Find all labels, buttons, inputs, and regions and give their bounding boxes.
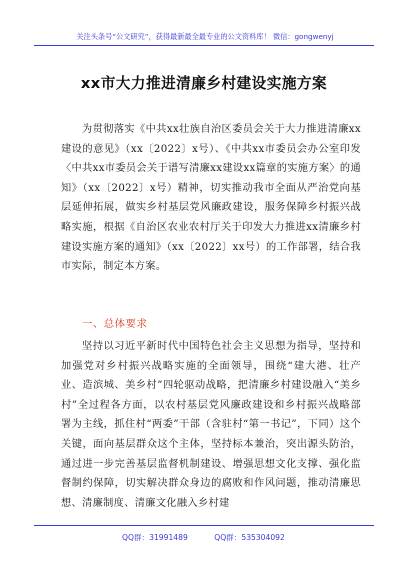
footer-contacts bbox=[122, 532, 322, 544]
header-banner: 关注头条号“公文研究”，获得最新最全最专业的公文资料库！ 微信：gongwenyj bbox=[76, 32, 334, 41]
section-heading-general-requirements: 一、总体要求 bbox=[82, 318, 148, 330]
footer-qq-group-1: QQ群：31991489 bbox=[122, 533, 188, 542]
header-divider bbox=[34, 45, 374, 46]
intro-paragraph: 为贯彻落实《中共xx壮族自治区委员会关于大力推进清廉xx建设的意见》（xx〔2022〕x号）、《中共xx市委员会办公室印发〈中共xx市委员会关于谱写清廉xx建设xx篇章的实施方案〉的通知》（xx〔2022〕x号）精神，切实推动我市全面从严治党向基层延伸拓展，做实乡村基层党风廉政建设，服务保障乡村振兴战略实施，根据《自治区农业农村厅关于印发大力推进xx清廉乡村建设实施方案的通知》（xx〔2022〕xx号）的工作部署，结合我市实际，制定本方案。 bbox=[61, 124, 362, 273]
document-title: xx市大力推进清廉乡村建设实施方案 bbox=[80, 75, 328, 92]
footer-qq-group-2: QQ群：535304092 bbox=[214, 533, 285, 542]
section-1-paragraph: 坚持以习近平新时代中国特色社会主义思想为指导，坚持和加强党对乡村振兴战略实施的全面领导，围绕“建大港、壮产业、造滨城、美乡村”四轮驱动战略，把清廉乡村建设融入“美乡村”全过程各方面，以农村基层党风廉政建设和乡村振兴战略部署为主线，抓住村“两委”干部（含驻村“第一书记”，下同）这个关键，面向基层群众这个主体，坚持标本兼治，突出源头防治，通过进一步完善基层监督机制建设、增强思想文化支撑、强化监督制约保障，切实解决群众身边的腐败和作风问题，推动清廉思想、清廉制度、清廉文化融入乡村建 bbox=[61, 341, 361, 509]
footer-divider bbox=[34, 525, 374, 526]
